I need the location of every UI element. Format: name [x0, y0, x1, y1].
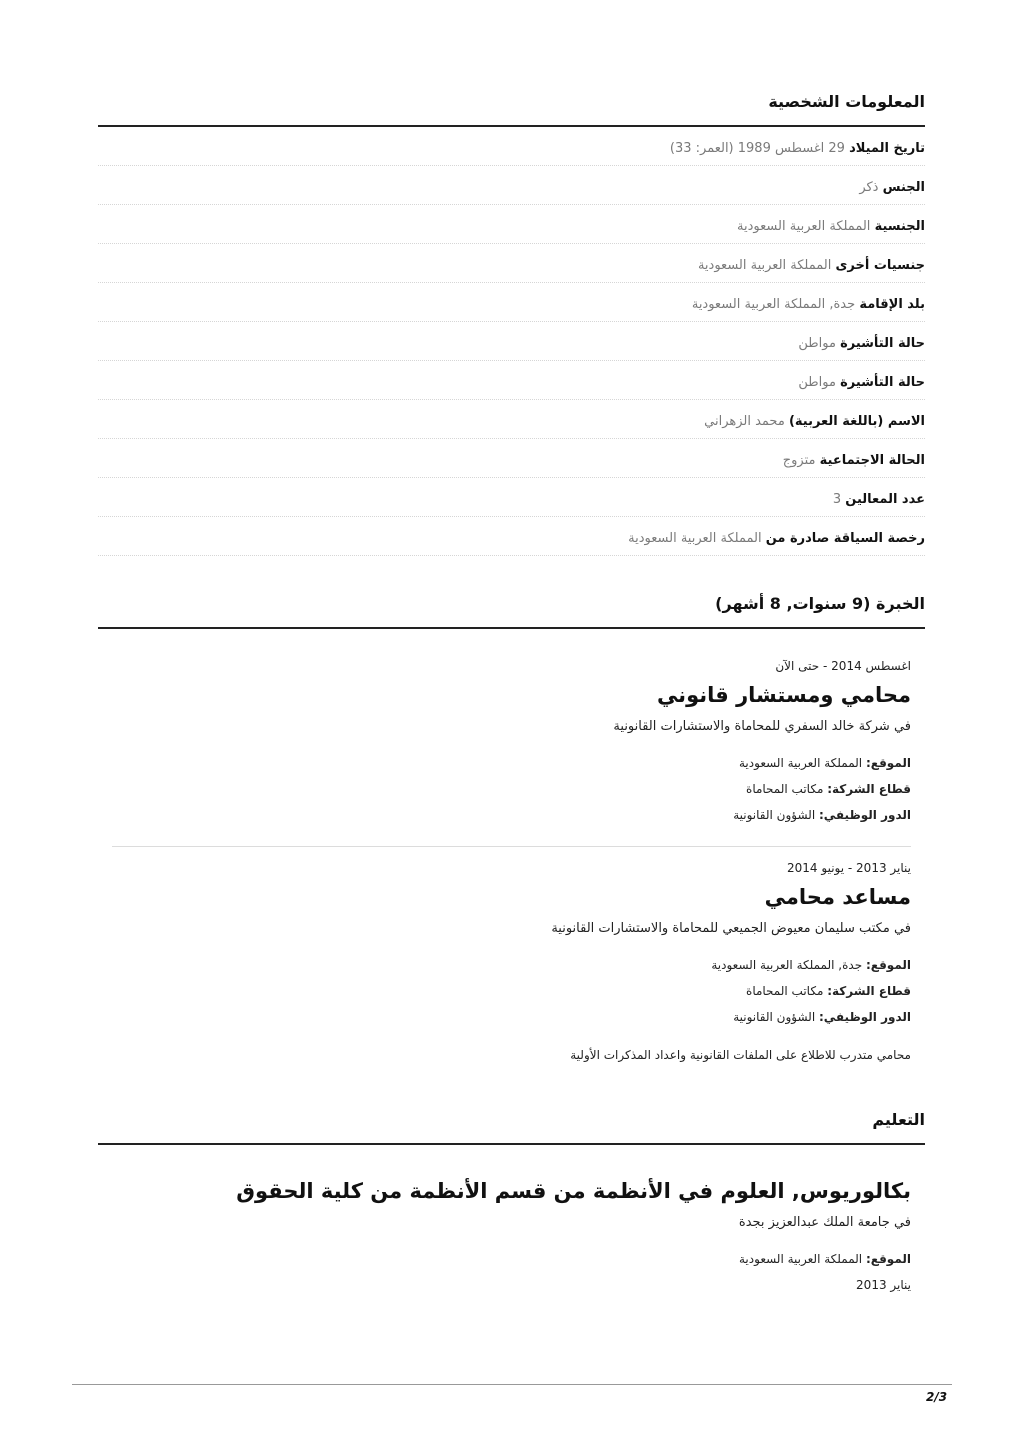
job-meta [112, 750, 911, 828]
info-label: تاريخ الميلاد [849, 141, 925, 156]
info-row-other-nationalities [98, 244, 925, 283]
job-title: مساعد محامي [764, 885, 911, 909]
info-label: بلد الإقامة [859, 297, 925, 312]
info-label: جنسيات أخرى [835, 258, 925, 273]
meta-key: الدور الوظيفي: [818, 808, 911, 822]
personal-info-list [98, 127, 925, 556]
meta-value: جدة, المملكة العربية السعودية [711, 958, 863, 972]
info-label: حالة التأشيرة [840, 336, 925, 351]
job-entry [112, 847, 911, 1062]
meta-key: الدور الوظيفي: [818, 1010, 911, 1024]
section-title-experience: الخبرة (9 سنوات, 8 أشهر) [98, 594, 925, 629]
info-row-visa-status-2 [98, 361, 925, 400]
meta-value: الشؤون القانونية [733, 1010, 816, 1024]
education-degree: بكالوريوس, العلوم في الأنظمة من قسم الأنظمة من كلية الحقوق [236, 1179, 911, 1203]
info-value: المملكة العربية السعودية [697, 258, 832, 273]
education-meta [98, 1246, 911, 1298]
info-label: عدد المعالين [845, 492, 925, 507]
job-company: في مكتب سليمان معيوض الجميعي للمحاماة والاستشارات القانونية [551, 921, 911, 936]
job-role [112, 1004, 911, 1030]
info-row-birth-date [98, 127, 925, 166]
info-row-gender [98, 166, 925, 205]
info-label: الجنس [882, 180, 925, 195]
job-description: محامي متدرب للاطلاع على الملفات القانونية واعداد المذكرات الأولية [570, 1048, 911, 1062]
job-role [112, 802, 911, 828]
info-value: محمد الزهراني [704, 414, 785, 429]
info-label: الحالة الاجتماعية [819, 453, 925, 468]
job-location [112, 750, 911, 776]
info-row-arabic-name [98, 400, 925, 439]
job-date: اغسطس 2014 - حتى الآن [775, 659, 911, 673]
info-label: الجنسية [874, 219, 925, 234]
info-value: مواطن [798, 336, 836, 351]
resume-page [98, 0, 925, 1298]
meta-value: المملكة العربية السعودية [739, 756, 863, 770]
meta-key: الموقع: [865, 1252, 911, 1266]
info-label: رخصة السياقة صادرة من [765, 531, 925, 546]
education-entry [98, 1145, 911, 1298]
info-row-marital-status [98, 439, 925, 478]
meta-key: قطاع الشركة: [827, 984, 911, 998]
meta-key: قطاع الشركة: [827, 782, 911, 796]
education-date: يناير 2013 [856, 1278, 911, 1292]
meta-value: المملكة العربية السعودية [739, 1252, 863, 1266]
info-row-residence [98, 283, 925, 322]
info-value: ذكر [859, 180, 879, 195]
education-school: في جامعة الملك عبدالعزيز بجدة [738, 1215, 911, 1230]
info-row-dependents [98, 478, 925, 517]
job-sector [112, 776, 911, 802]
section-title-personal: المعلومات الشخصية [98, 92, 925, 127]
meta-value: مكاتب المحاماة [746, 984, 824, 998]
job-entry [112, 629, 911, 847]
education-location [98, 1246, 911, 1272]
job-company: في شركة خالد السفري للمحاماة والاستشارات القانونية [613, 719, 911, 734]
meta-value: مكاتب المحاماة [746, 782, 824, 796]
section-title-education: التعليم [98, 1110, 925, 1145]
info-value: جدة, المملكة العربية السعودية [691, 297, 856, 312]
footer-divider [72, 1384, 952, 1385]
info-row-driving-license [98, 517, 925, 556]
info-value: المملكة العربية السعودية [628, 531, 762, 546]
job-date: يناير 2013 - يونيو 2014 [787, 861, 911, 875]
meta-key: الموقع: [865, 958, 911, 972]
job-meta [112, 952, 911, 1030]
page-number: 2/3 [926, 1390, 948, 1404]
job-sector [112, 978, 911, 1004]
info-row-nationality [98, 205, 925, 244]
info-label: حالة التأشيرة [840, 375, 925, 390]
info-label: الاسم (باللغة العربية) [788, 414, 925, 429]
meta-key: الموقع: [865, 756, 911, 770]
job-title: محامي ومستشار قانوني [656, 683, 911, 707]
info-value: مواطن [798, 375, 836, 390]
info-value: المملكة العربية السعودية [737, 219, 871, 234]
job-location [112, 952, 911, 978]
info-value: متزوج [782, 453, 816, 468]
info-value: 29 اغسطس 1989 (العمر: 33) [669, 141, 845, 156]
info-value: 3 [832, 492, 842, 507]
meta-value: الشؤون القانونية [733, 808, 816, 822]
info-row-visa-status [98, 322, 925, 361]
